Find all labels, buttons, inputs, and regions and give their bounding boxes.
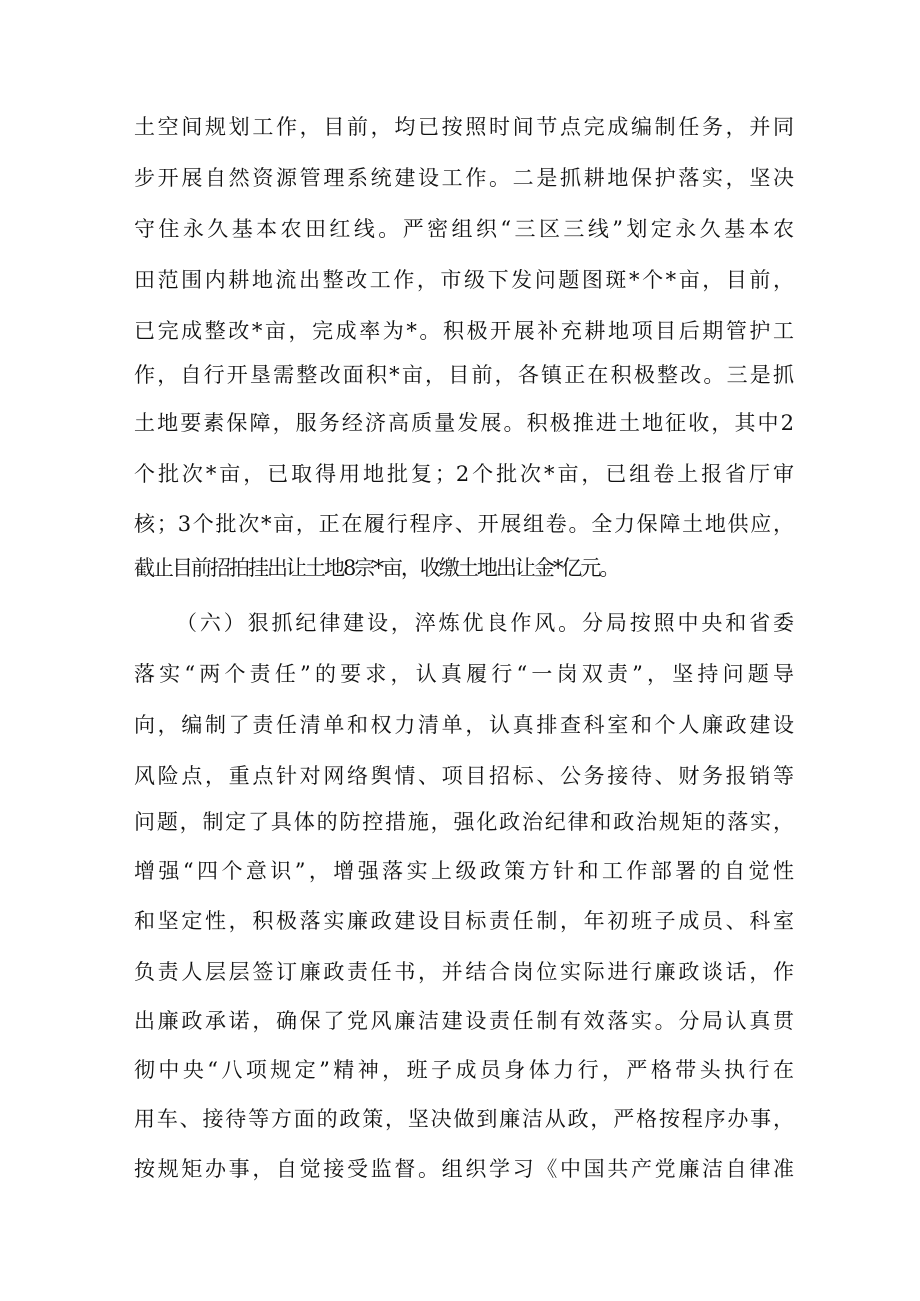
paragraph-line: 增强“四个意识”，增强落实上级政策方针和工作部署的自觉性 (134, 859, 794, 883)
paragraph-line: 出廉政承诺，确保了党风廉洁建设责任制有效落实。分局认真贯 (134, 1009, 794, 1033)
paragraph-line: 步开展自然资源管理系统建设工作。二是抓耕地保护落实，坚决 (134, 166, 794, 190)
paragraph-line: 已完成整改*亩，完成率为*。积极开展补充耕地项目后期管护工 (134, 319, 794, 343)
paragraph-line: 和坚定性，积极落实廉政建设目标责任制，年初班子成员、科室 (134, 909, 794, 933)
paragraph-line: 问题，制定了具体的防控措施，强化政治纪律和政治规矩的落实， (134, 810, 794, 834)
paragraph-line: 彻中央“八项规定”精神，班子成员身体力行，严格带头执行在 (134, 1058, 794, 1082)
paragraph-line: 田范围内耕地流出整改工作，市级下发问题图斑*个*亩，目前， (134, 268, 794, 292)
paragraph-line: 按规矩办事，自觉接受监督。组织学习《中国共产党廉洁自律准 (134, 1157, 794, 1181)
paragraph-line: 作，自行开垦需整改面积*亩，目前，各镇正在积极整改。三是抓 (134, 363, 794, 387)
paragraph-line: 落实“两个责任”的要求，认真履行“一岗双责”，坚持问题导 (134, 662, 794, 686)
paragraph-line: 用车、接待等方面的政策，坚决做到廉洁从政，严格按程序办事， (134, 1107, 794, 1131)
paragraph-line: 向，编制了责任清单和权力清单，认真排查科室和个人廉政建设 (134, 713, 794, 737)
paragraph-line: 核；3个批次*亩，正在履行程序、开展组卷。全力保障土地供应， (134, 512, 794, 536)
paragraph-line: 土地要素保障，服务经济高质量发展。积极推进土地征收，其中2 (134, 411, 794, 435)
paragraph-line: 个批次*亩，已取得用地批复；2个批次*亩，已组卷上报省厅审 (134, 462, 794, 486)
section-heading-line: （六）狠抓纪律建设，淬炼优良作风。分局按照中央和省委 (176, 611, 794, 635)
paragraph-line: 守住永久基本农田红线。严密组织“三区三线”划定永久基本农 (134, 217, 794, 241)
paragraph-line: 截止目前招拍挂出让土地8宗*亩，收缴土地出让金*亿元。 (134, 556, 619, 580)
paragraph-line: 风险点，重点针对网络舆情、项目招标、公务接待、财务报销等 (134, 764, 794, 788)
paragraph-line: 土空间规划工作，目前，均已按照时间节点完成编制任务，并同 (134, 115, 794, 139)
paragraph-line: 负责人层层签订廉政责任书，并结合岗位实际进行廉政谈话，作 (134, 960, 794, 984)
